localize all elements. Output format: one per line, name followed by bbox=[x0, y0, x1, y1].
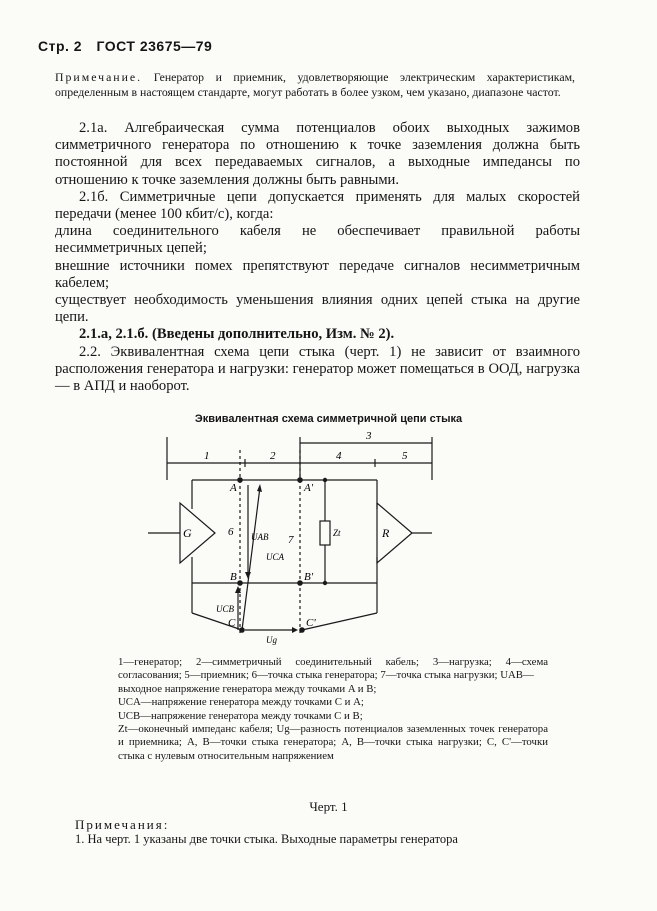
point-b-label: B bbox=[230, 571, 237, 583]
page-header bbox=[38, 38, 222, 54]
label-4: 4 bbox=[336, 450, 342, 462]
clause-2-2: 2.2. Эквивалентная схема цепи стыка (черт. 1) не зависит от взаимного расположения генератора и нагрузки: генератор может помещаться в ООД, нагрузка — в АПД и наоборот. bbox=[55, 343, 580, 395]
condition-item-1: длина соединительного кабеля не обеспечивает правильной работы несимметричных цепей; bbox=[55, 223, 580, 257]
legend-line-2: выходное напряжение генератора между точками A и B; bbox=[118, 682, 377, 695]
remark-text: Генератор и приемник, удовлетворяющие электрическим характеристикам, определенным в настоящем стандарте, могут работать в более узком, чем указано, диапазоне частот. bbox=[55, 70, 575, 99]
standard-code: ГОСТ 23675—79 bbox=[96, 38, 213, 54]
point-a1-label: A' bbox=[304, 482, 314, 494]
clause-2-1b: 2.1б. Симметричные цепи допускается применять для малых скоростей передачи (менее 100 кбит/с), когда: bbox=[55, 188, 580, 223]
label-6: 6 bbox=[228, 526, 234, 538]
clause-2-1a: 2.1а. Алгебраическая сумма потенциалов обоих выходных зажимов симметричного генератора по отношению к точке заземления должна быть постоянной для всех передаваемых сигналов, а выходные импедансы по отношению к точке заземления должны быть равными. bbox=[55, 120, 580, 188]
uca-arrow bbox=[242, 487, 260, 630]
label-5: 5 bbox=[402, 450, 408, 462]
ug-label: Ug bbox=[266, 635, 277, 645]
uab-label: UAB bbox=[251, 532, 269, 542]
notes-heading: Примечания: bbox=[75, 817, 170, 832]
diagram-title: Эквивалентная схема симметричной цепи стыка bbox=[194, 413, 463, 425]
generator-label: G bbox=[183, 526, 192, 540]
label-2: 2 bbox=[270, 450, 276, 462]
label-1: 1 bbox=[204, 450, 210, 462]
zt-resistor bbox=[320, 521, 330, 545]
condition-item-3: существует необходимость уменьшения влияния одних цепей стыка на другие цепи. bbox=[55, 292, 580, 326]
remark-label: Примечание. bbox=[55, 70, 143, 84]
equivalent-circuit-diagram bbox=[120, 425, 450, 650]
label-3: 3 bbox=[366, 430, 372, 442]
point-a-label: A bbox=[230, 482, 237, 494]
main-text bbox=[55, 120, 580, 395]
diagram-legend bbox=[118, 656, 548, 763]
legend-line-3: UCA—напряжение генератора между точками C и A; bbox=[118, 696, 364, 709]
label-7: 7 bbox=[288, 534, 294, 546]
legend-line-4: UCB—напряжение генератора между точками C и B; bbox=[118, 709, 363, 722]
legend-line-5: Zt—оконечный импеданс кабеля; Ug—разность потенциалов заземленных точек генератора и приемника; A, B—точки стыка генератора; A, B—точки стыка нагрузки; C, C'—точки стыка с нулевым относительным напряжением bbox=[118, 723, 548, 762]
remark-paragraph bbox=[55, 70, 575, 100]
note-1: 1. На черт. 1 указаны две точки стыка. Выходные параметры генератора bbox=[75, 832, 458, 846]
receiver-label: R bbox=[382, 526, 390, 540]
page-number: Стр. 2 bbox=[38, 38, 83, 54]
condition-item-2: внешние источники помех препятствуют передаче сигналов несимметричным кабелем; bbox=[55, 257, 580, 291]
point-c1-label: C' bbox=[306, 617, 316, 629]
ucb-label: UCB bbox=[216, 604, 234, 614]
zt-label: Zt bbox=[333, 528, 341, 538]
point-b1-label: B' bbox=[304, 571, 314, 583]
legend-line-1: 1—генератор; 2—симметричный соединительный кабель; 3—нагрузка; 4—схема согласования; 5—приемник; 6—точка стыка генератора; 7—точка стыка нагрузки; UAB— bbox=[118, 656, 548, 682]
uca-label: UCA bbox=[266, 552, 284, 562]
amendment-note: 2.1.а, 2.1.б. (Введены дополнительно, Изм. № 2). bbox=[79, 326, 395, 343]
figure-caption: Черт. 1 bbox=[309, 799, 348, 814]
point-c-label: C bbox=[228, 617, 236, 629]
